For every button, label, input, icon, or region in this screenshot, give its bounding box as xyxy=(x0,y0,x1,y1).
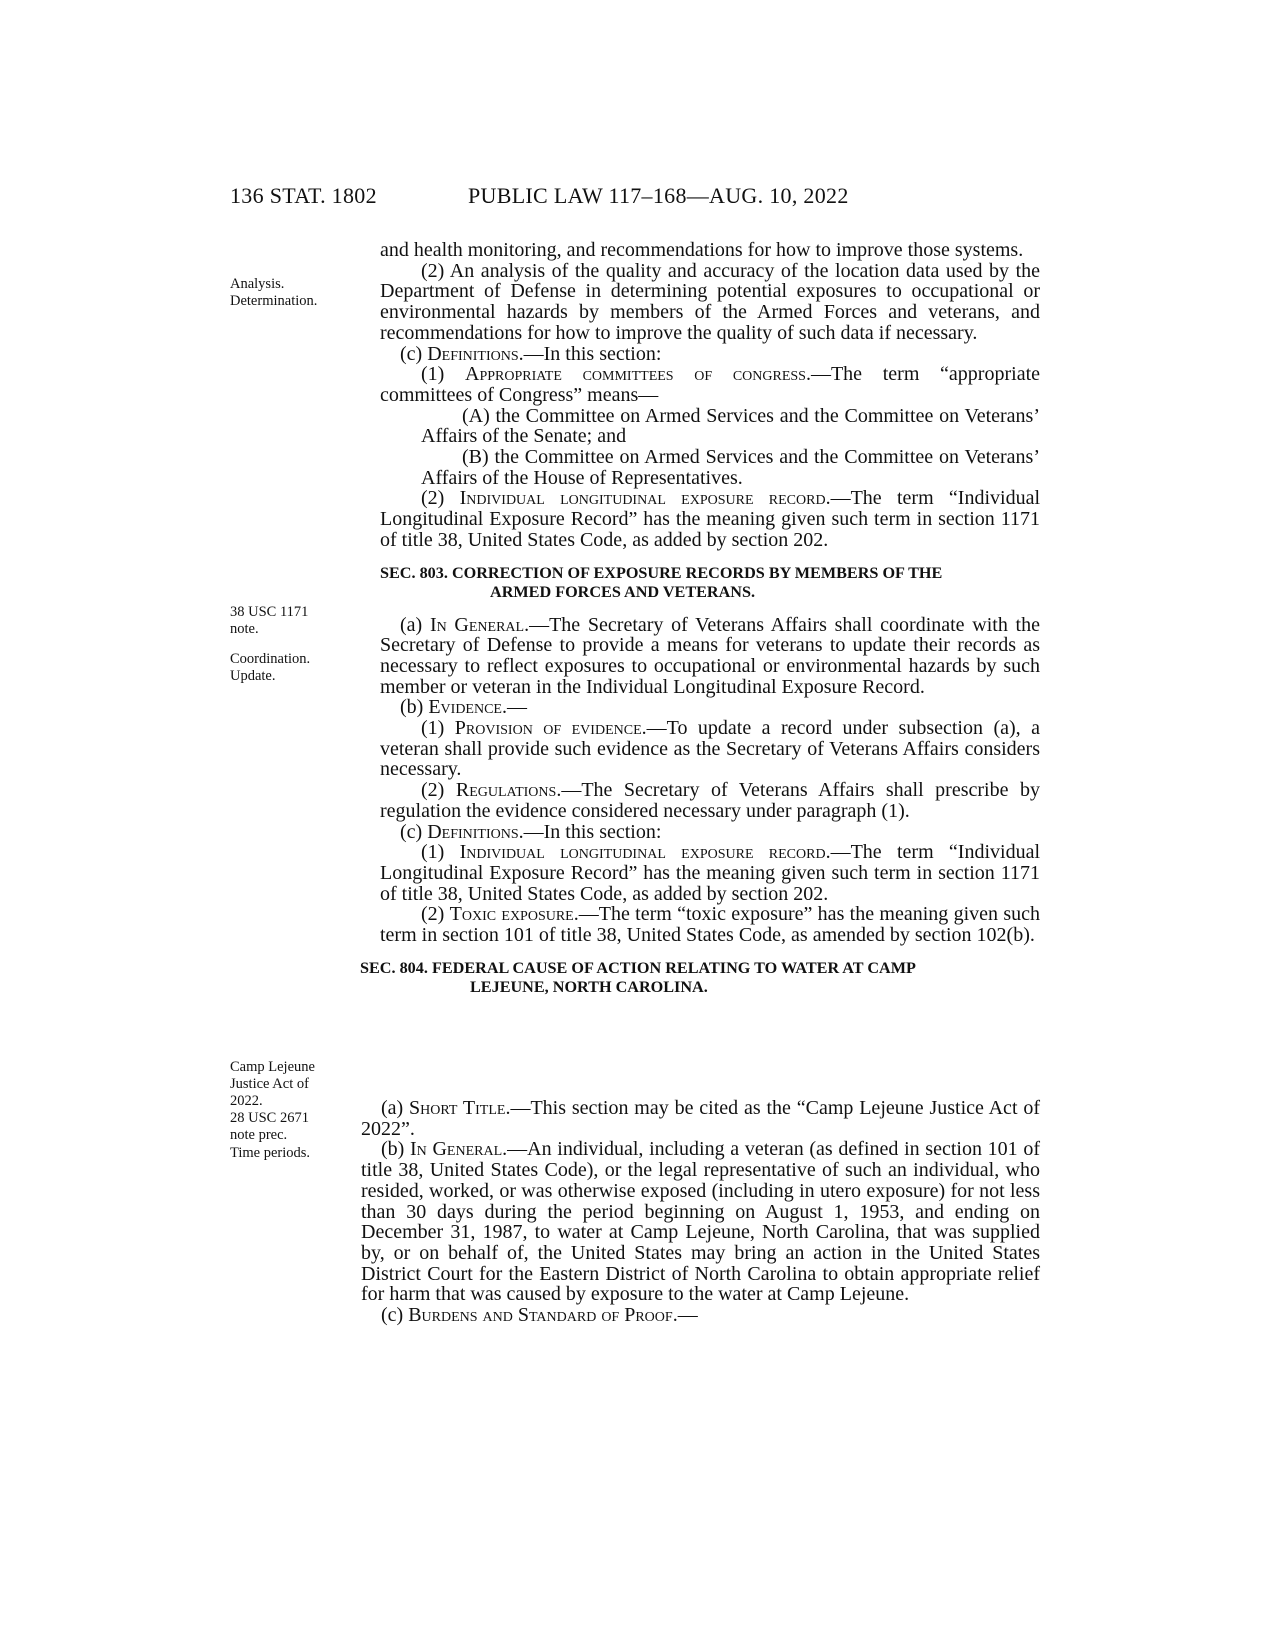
paragraph: (B) the Committee on Armed Services and the Committee on Veterans’ Affairs of the House of Representatives. xyxy=(421,446,1040,489)
paragraph: (A) the Committee on Armed Services and the Committee on Veterans’ Affairs of the Senate; and xyxy=(421,404,1040,448)
paragraph: (c) Burdens and Standard of Proof.— xyxy=(381,1304,698,1327)
margin-note-coordination: Coordination. Update. xyxy=(230,651,311,684)
margin-note-analysis: Analysis. Determination. xyxy=(230,276,318,309)
section-804-heading: SEC. 804. FEDERAL CAUSE OF ACTION RELATING TO WATER AT CAMP LEJEUNE, NORTH CAROLINA. xyxy=(360,958,916,996)
paragraph: and health monitoring, and recommendations for how to improve those systems. xyxy=(380,239,1024,261)
paragraph: (2) Individual longitudinal exposure record.—The term “Individual Longitudinal Exposure Record” has the meaning given such term in section 1171 of title 38, United States Code, as added by section 202. xyxy=(380,487,1041,551)
margin-note-usc-1171: 38 USC 1171 note. xyxy=(230,604,309,637)
paragraph: (c) Definitions.—In this section: xyxy=(400,820,662,843)
statute-body xyxy=(360,239,1041,1010)
paragraph: (2) Toxic exposure.—The term “toxic exposure” has the meaning given such term in section 101 of title 38, United States Code, as amended by section 102(b). xyxy=(380,903,1040,947)
margin-note-time-periods: Time periods. xyxy=(230,1145,311,1161)
section-803-heading: SEC. 803. CORRECTION OF EXPOSURE RECORDS BY MEMBERS OF THE ARMED FORCES AND VETERANS. xyxy=(380,563,943,601)
paragraph: (a) In General.—The Secretary of Veterans Affairs shall coordinate with the Secretary of Defense to provide a means for veterans to update their records as necessary to reflect exposures to occupational or environmental hazards by such member or veteran in the Individual Longitudinal Exposure Record. xyxy=(380,613,1040,698)
paragraph: (2) Regulations.—The Secretary of Veterans Affairs shall prescribe by regulation the evidence considered necessary under paragraph (1). xyxy=(380,779,1041,822)
public-law-citation: PUBLIC LAW 117–168—AUG. 10, 2022 xyxy=(468,183,849,208)
page-header xyxy=(230,183,1040,217)
stat-page-number: 136 STAT. 1802 xyxy=(230,183,377,208)
paragraph: (1) Provision of evidence.—To update a record under subsection (a), a veteran shall provide such evidence as the Secretary of Veterans Affairs considers necessary. xyxy=(380,717,1040,781)
paragraph: (b) Evidence.— xyxy=(400,696,527,719)
paragraph: (a) Short Title.—This section may be cited as the “Camp Lejeune Justice Act of 2022”. xyxy=(361,1097,1040,1140)
paragraph: (1) Individual longitudinal exposure record.—The term “Individual Longitudinal Exposure Record” has the meaning given such term in section 1171 of title 38, United States Code, as added by section 202. xyxy=(380,841,1041,905)
paragraph: (2) An analysis of the quality and accuracy of the location data used by the Department of Defense in determining potential exposures to occupational or environmental hazards by members of the Armed Forces and veterans, and recommendations for how to improve the quality of such data if necessary. xyxy=(380,259,1040,344)
subsection-heading: (c) Definitions.—In this section: xyxy=(400,342,662,365)
paragraph: (b) In General.—An individual, including a veteran (as defined in section 101 of title 38, United States Code), or the legal representative of such an individual, who resided, worked, or was otherwise exposed (including in utero exposure) for not less than 30 days during the period beginning on August 1, 1953, and ending on December 31, 1987, to water at Camp Lejeune, North Carolina, that was supplied by, or on behalf of, the United States may bring an action in the United States District Court for the Eastern District of North Carolina to obtain appropriate relief for harm that was caused by exposure to the water at Camp Lejeune. xyxy=(361,1138,1040,1306)
margin-note-camp-lejeune: Camp Lejeune Justice Act of 2022. 28 USC 2671 note prec. xyxy=(230,1059,315,1143)
section-804-body xyxy=(361,1098,1040,1326)
paragraph: (1) Appropriate committees of congress.—The term “appropriate committees of Congress” means— xyxy=(380,363,1040,406)
